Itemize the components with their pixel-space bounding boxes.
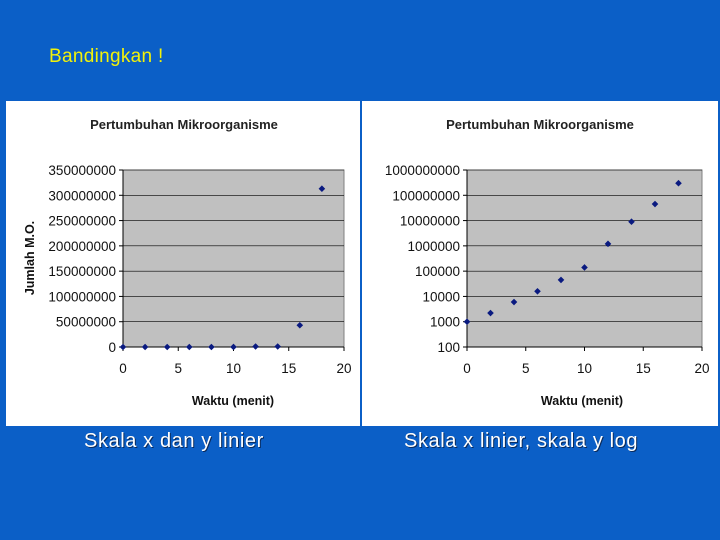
x-axis-label: Waktu (menit) [540, 394, 624, 408]
plot-area [467, 170, 702, 347]
linear-scale-chart [6, 101, 360, 426]
x-tick-label: 5 [521, 361, 530, 376]
log-chart-panel [362, 101, 718, 426]
y-tick-label: 100000000 [48, 289, 116, 305]
y-tick-label: 50000000 [55, 314, 116, 330]
y-tick-label: 1000 [429, 314, 460, 330]
y-tick-label: 10000 [422, 289, 460, 305]
x-axis-label: Waktu (menit) [191, 394, 275, 408]
x-tick-label: 10 [225, 361, 242, 376]
y-tick-label: 100000000 [392, 188, 460, 204]
y-axis-label: Jumlah M.O. [23, 220, 37, 296]
y-tick-label: 250000000 [48, 213, 116, 229]
slide-title: Bandingkan ! [49, 46, 164, 67]
y-tick-label: 10000000 [399, 213, 460, 229]
plot-area [123, 170, 344, 347]
x-tick-label: 0 [119, 361, 127, 376]
log-scale-chart [362, 101, 718, 426]
y-tick-label: 100000 [414, 264, 460, 280]
x-tick-label: 15 [635, 361, 651, 376]
x-tick-label: 15 [281, 361, 297, 376]
caption-linear: Skala x dan y linier [84, 430, 264, 452]
x-tick-label: 20 [336, 361, 352, 376]
y-tick-label: 0 [108, 340, 116, 355]
y-tick-label: 200000000 [48, 238, 116, 254]
y-tick-label: 1000000000 [384, 163, 460, 178]
caption-log: Skala x linier, skala y log [404, 430, 639, 452]
y-tick-label: 100 [437, 340, 460, 355]
chart-title: Pertumbuhan Mikroorganisme [446, 117, 634, 132]
y-tick-label: 150000000 [48, 264, 116, 280]
x-tick-label: 5 [174, 361, 183, 376]
x-tick-label: 0 [463, 361, 471, 376]
linear-chart-panel [6, 101, 360, 426]
chart-title: Pertumbuhan Mikroorganisme [90, 117, 278, 132]
y-tick-label: 350000000 [48, 163, 116, 178]
x-tick-label: 10 [576, 361, 593, 376]
x-tick-label: 20 [694, 361, 710, 376]
y-tick-label: 1000000 [407, 238, 460, 254]
y-tick-label: 300000000 [48, 188, 116, 204]
